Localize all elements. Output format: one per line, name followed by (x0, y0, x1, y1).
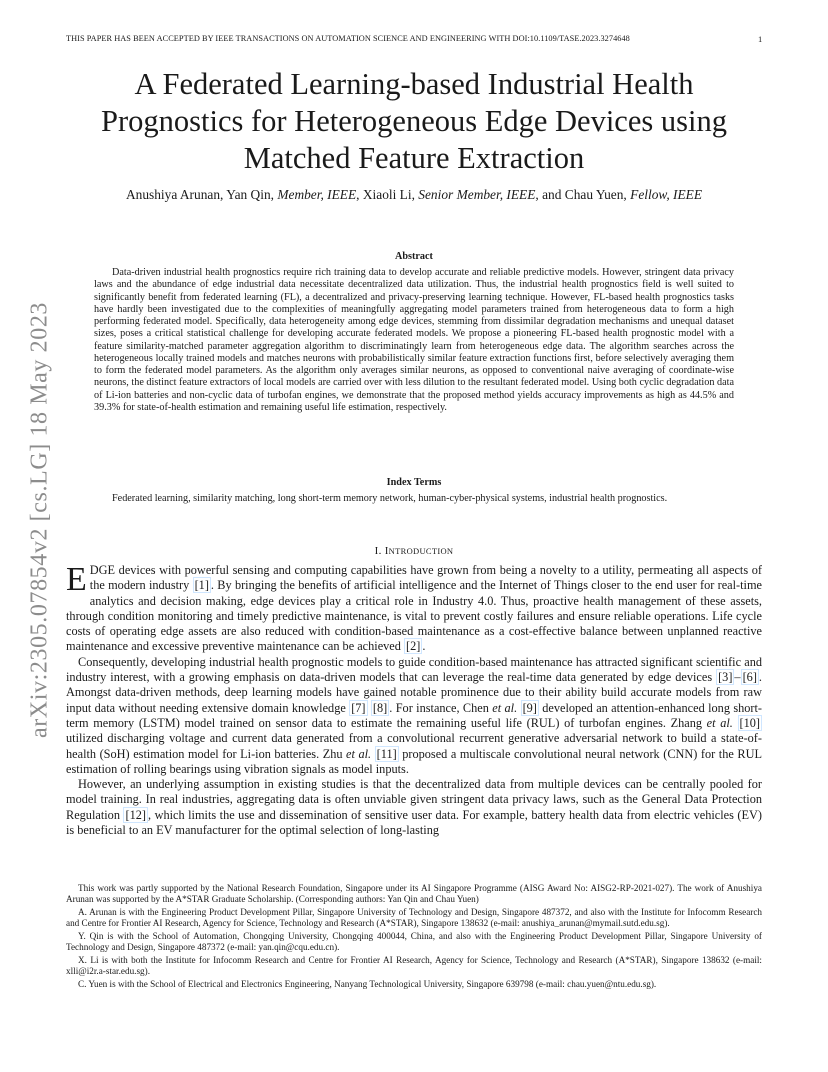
body-text (66, 563, 762, 838)
footnote-funding: This work was partly supported by the National Research Foundation, Singapore under its AI Singapore Programme (AISG Award No: AISG2-RP-2021-027). The work of Anushiya Arunan was supported by the A*STAR Graduate Scholarship. (Corresponding authors: Yan Qin and Chau Yuen) (66, 883, 762, 905)
author-list (66, 187, 762, 203)
section-title-rest: NTRODUCTION (388, 546, 454, 556)
arxiv-stamp (22, 275, 57, 765)
author-names-2: , Xiaoli Li, (356, 187, 419, 202)
drop-cap: E (66, 561, 87, 598)
et-al: et al. (706, 715, 733, 730)
paper-title: A Federated Learning-based Industrial Health Prognostics for Heterogeneous Edge Devices using Matched Feature Extraction (101, 67, 727, 175)
section-numeral: I. (374, 545, 385, 557)
citation-link[interactable]: [6] (742, 670, 757, 685)
footnote-author-qin: Y. Qin is with the School of Automation, Chongqing University, Chongqing 400044, China, and also with the Engineering Product Development Pillar, Singapore University of Technology and Design, Singapore 487372 (e-mail: yan.qin@cqu.edu.cn). (66, 930, 762, 953)
et-al: et al. (492, 700, 518, 715)
author-role-1: Member, IEEE (277, 187, 357, 202)
citation-link[interactable]: [9] (522, 700, 537, 715)
footnotes (66, 883, 762, 991)
index-terms-heading: Index Terms (386, 477, 442, 488)
author-role-3: Fellow, IEEE (630, 187, 703, 202)
page-number: 1 (758, 34, 763, 44)
abstract-heading: Abstract (395, 251, 433, 262)
citation-link[interactable]: [12] (125, 807, 146, 822)
citation-link[interactable]: [11] (376, 746, 397, 761)
paragraph-1 (66, 563, 762, 655)
citation-link[interactable]: [3] (718, 670, 733, 685)
running-header: THIS PAPER HAS BEEN ACCEPTED BY IEEE TRANSACTIONS ON AUTOMATION SCIENCE AND ENGINEERING WITH DOI:10.1109/TASE.2023.3274648 (66, 34, 630, 43)
footnote-author-arunan: A. Arunan is with the Engineering Product Development Pillar, Singapore University of Technology and Design, Singapore 487372, and also with the Institute for Infocomm Research and Centre for Frontier AI Research, Agency for Science, Technology and Research (A*STAR), Singapore 138632 (e-mail: anushiya_arunan@mymail.sutd.edu.sg). (66, 906, 762, 929)
text-run: Consequently, developing industrial health prognostic models to guide condition-based maintenance has attracted significant scientific and industry interest, with a growing emphasis on data-driven models that can leverage the real-time data generated by edge devices (66, 654, 762, 685)
text-run: However, an underlying assumption in existing studies is that the decentralized data from multiple devices can be centrally pooled for model training. In real industries, aggregating data is often unviable given stringent data privacy laws, such as the General Data Protection Regulation (66, 777, 762, 822)
author-role-2: Senior Member, IEEE (418, 187, 536, 202)
citation-link[interactable]: [7] (351, 700, 366, 715)
text-run: . By bringing the benefits of artificial intelligence and the Internet of Things closer to the end user for real-time analytics and decision making, edge devices play a critical role in Industry 4.0. Thus, proactive health management of these assets, through condition monitoring and timely predictive maintenance, is vital to prevent costly failures and ensure reliable operations. Life cycle costs of operating edge assets are also reduced with condition-based maintenance as a cost-effective balance between unplanned reactive maintenance and excessive preventive maintenance can be achieved (66, 578, 762, 654)
author-names-3: , and Chau Yuen, (535, 187, 631, 202)
section-initial: I (384, 545, 389, 557)
text-run: utilized discharging voltage and current data generated from a convolutional recurrent generative adversarial network to build a state-of-health (SoH) estimation model for Li-ion batteries. Zhu (66, 731, 762, 761)
text-run: developed an attention-enhanced long short-term memory (LSTM) model trained on sensor data to estimate the remaining useful life (RUL) of turbofan engines. Zhang (66, 700, 763, 730)
text-run: DGE devices with powerful sensing and computing capabilities have grown from being a novelty to a utility, permeating all aspects of the modern industry (89, 563, 762, 593)
citation-link[interactable]: [1] (194, 578, 209, 593)
footnote-author-yuen: C. Yuen is with the School of Electrical and Electronics Engineering, Nanyang Technological University, Singapore 639798 (e-mail: chau.yuen@ntu.edu.sg). (78, 978, 657, 989)
citation-link[interactable]: [2] (406, 639, 421, 654)
citation-link[interactable]: [8] (372, 700, 388, 715)
abstract-text: Data-driven industrial health prognostics require rich training data to develop accurate and reliable predictive models. However, stringent data privacy laws and the abundance of edge industrial data necessitate decentralized data utilization. Thus, the industrial health prognostics field is well suited to significantly benefit from federated learning (FL), a decentralized and privacy-preserving learning technique. However, FL-based health prognostics tasks have hardly been investigated due to the complexities of meaningfully aggregating model parameters trained from heterogeneous data to form a high performing federated model. Specifically, data heterogeneity among edge devices, stemming from dissimilar degradation mechanisms and unequal dataset sizes, poses a critical statistical challenge for developing accurate federated models. We propose a pioneering FL-based health prognostic model with a feature similarity-matched parameter aggregation algorithm to discriminatingly learn from heterogeneous edge data. The algorithm searches across the heterogeneous locally trained models and matches neurons with probabilistically similar feature extraction functions first, before selectively averaging them to form the federated model parameters. As the algorithm only averages similar neurons, as opposed to conventional naive averaging of coordinate-wise neurons, the distinct feature extractors of local models are carried over with less dilution to the resultant federated model. Using both cyclic degradation data of Li-ion batteries and non-cyclic data of turbofan engines, we demonstrate that the proposed method yields accuracy improvements as high as 44.5% and 39.3% for state-of-health estimation and remaining useful life estimation, respectively. (94, 267, 734, 413)
paragraph-2 (66, 655, 762, 777)
text-run: . For instance, Chen (389, 700, 493, 715)
et-al: et al. (346, 746, 372, 761)
footnote-author-li: X. Li is with both the Institute for Infocomm Research and Centre for Frontier AI Research, Agency for Science, Technology and Research (A*STAR), Singapore 138632 (e-mail: xlli@i2r.a-star.edu.sg). (66, 954, 762, 976)
paragraph-3 (66, 777, 762, 838)
section-heading (66, 545, 762, 557)
arxiv-stamp-text: arXiv:2305.07854v2 [cs.LG] 18 May 2023 (26, 301, 52, 739)
text-run: . Amongst data-driven methods, deep learning models have gained notable prominence due to their ability build accurate models from raw input data without needing extensive domain knowledge (66, 670, 762, 715)
text-run: – (734, 670, 741, 685)
citation-link[interactable]: [10] (739, 715, 761, 730)
text-run: , which limits the use and dissemination of sensitive user data. For example, battery health data from electric vehicles (EV) is beneficial to an EV manufacturer for the optimal selection of long-lasting (66, 807, 763, 838)
text-run: . (422, 639, 426, 654)
index-terms-text: Federated learning, similarity matching, long short-term memory network, human-cyber-physical systems, industrial health prognostics. (112, 493, 668, 504)
text-run: proposed a multiscale convolutional neural network (CNN) for the RUL estimation of rolling bearings using vibration signals as model inputs. (66, 746, 762, 776)
author-names-1: Anushiya Arunan, Yan Qin, (125, 187, 278, 202)
